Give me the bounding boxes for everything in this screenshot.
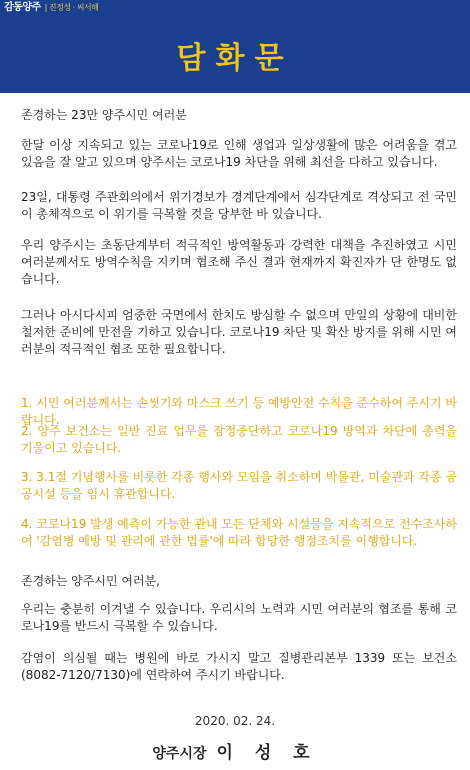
signature-name: 이 성 호: [216, 743, 318, 763]
numbered-item-2: 2. 양주 보건소는 일반 진료 업무를 잠정중단하고 코로나19 방역과 차단에 총력을 기울이고 있습니다.: [21, 424, 457, 455]
numbered-item-3: 3. 3.1절 기념행사를 비롯한 각종 행사와 모임을 취소하며 박물관, 미술관과 각종 공공시설 등을 임시 휴관합니다.: [21, 470, 457, 501]
signature-role: 양주시장: [152, 746, 207, 762]
paragraph-4: 그러나 아시다시피 엄중한 국면에서 한치도 방심할 수 없으며 만일의 상황에 대비한 철저한 준비에 만전을 기하고 있습니다. 코로나19 차단 및 확산 방지를 위해 시민 여러분의 적극적인 협조 또한 필요합니다.: [21, 308, 457, 356]
logo-slogan: | 진정성 · 씨서해: [44, 3, 99, 12]
paragraph-6: 감염이 의심될 때는 병원에 바로 가시지 말고 질병관리본부 1339 또는 보건소(8082-7120/7130)에 연락하여 주시기 바랍니다.: [21, 651, 457, 682]
numbered-item-4: 4. 코로나19 발생 예측이 가능한 관내 모든 단체와 시설물을 지속적으로 전수조사하여 '감염병 예방 및 관리에 관한 법률'에 따라 합당한 행정조치를 이행합니다.: [21, 517, 457, 548]
paragraph-5: 우리는 충분히 이겨낼 수 있습니다. 우리시의 노력과 시민 여러분의 협조를 통해 코로나19를 반드시 극복할 수 있습니다.: [21, 602, 457, 633]
paragraph-2: 23일, 대통령 주관회의에서 위기경보가 경계단계에서 심각단계로 격상되고 전 국민이 총체적으로 이 위기를 극복할 것을 당부한 바 있습니다.: [21, 190, 457, 221]
statement-date: 2020. 02. 24.: [194, 714, 276, 728]
numbered-item-1: 1. 시민 여러분께서는 손씻기와 마스크 쓰기 등 예방안전 수칙을 준수하여 주시기 바랍니다.: [21, 396, 457, 427]
header-banner: [0, 0, 470, 93]
greeting-2: 존경하는 양주시민 여러분,: [21, 574, 160, 588]
city-logo: [4, 0, 98, 13]
logo-text: 감동양주: [4, 2, 41, 13]
paragraph-1: 한달 이상 지속되고 있는 코로나19로 인해 생업과 일상생활에 많은 어려움을 겪고 있음을 잘 알고 있으며 양주시는 코로나19 차단을 위해 최선을 다하고 있습니다.: [21, 138, 457, 169]
signature: [0, 738, 470, 763]
paragraph-3: 우리 양주시는 초동단계부터 적극적인 방역활동과 강력한 대책을 추진하였고 시민 여러분께서도 방역수칙을 지키며 협조해 주신 결과 현재까지 확진자가 단 한명도 없습니다.: [21, 238, 457, 286]
greeting: 존경하는 23만 양주시민 여러분: [21, 108, 187, 122]
page-title: 담화문: [176, 41, 294, 76]
